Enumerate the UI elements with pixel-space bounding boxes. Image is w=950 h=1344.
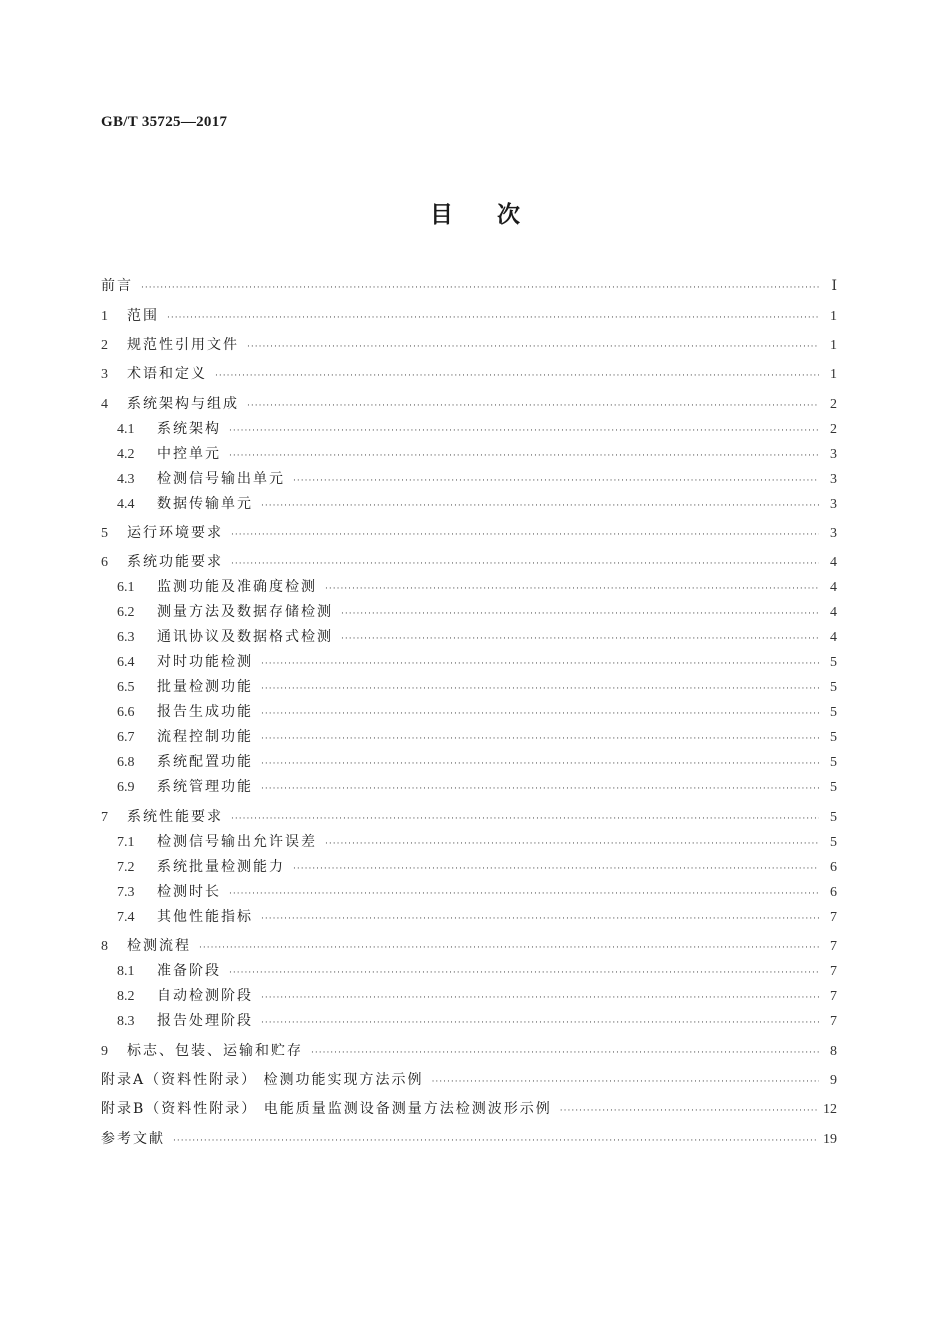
toc-entry-title: 系统功能要求 [127, 554, 223, 570]
toc-entry-title: 检测信号输出单元 [157, 471, 285, 487]
toc-entry-title: 运行环境要求 [127, 525, 223, 541]
toc-entry[interactable] [101, 882, 837, 902]
toc-entry-number: 8.3 [117, 1014, 135, 1029]
toc-entry[interactable] [101, 552, 837, 572]
toc-leader-dots [341, 629, 819, 649]
toc-entry[interactable] [101, 577, 837, 597]
toc-entry[interactable] [101, 335, 837, 355]
toc-entry[interactable] [101, 857, 837, 877]
toc-leader-dots [199, 938, 819, 958]
toc-entry-number: 4.2 [117, 447, 135, 462]
toc-entry[interactable] [101, 652, 837, 672]
toc-leader-dots [229, 963, 819, 983]
toc-entry-page: 5 [830, 705, 837, 720]
toc-entry-number: 6.1 [117, 580, 135, 595]
toc-entry-page: 4 [830, 580, 837, 595]
toc-entry[interactable] [101, 1041, 837, 1061]
toc-leader-dots [261, 654, 819, 674]
toc-leader-dots [215, 366, 819, 386]
toc-entry-page: 4 [830, 555, 837, 570]
toc-entry[interactable] [101, 907, 837, 927]
toc-entry-page: 12 [823, 1102, 837, 1117]
toc-entry-page: Ⅰ [831, 279, 837, 294]
toc-leader-dots [173, 1131, 817, 1151]
toc-leader-dots [311, 1043, 819, 1063]
toc-entry-number: 6.2 [117, 605, 135, 620]
toc-leader-dots [261, 1013, 819, 1033]
toc-entry-title: 附录B（资料性附录） 电能质量监测设备测量方法检测波形示例 [101, 1101, 552, 1117]
toc-entry-title: 中控单元 [157, 446, 221, 462]
toc-entry[interactable] [101, 807, 837, 827]
toc-leader-dots [341, 604, 819, 624]
toc-leader-dots [231, 525, 819, 545]
toc-leader-dots [293, 859, 819, 879]
toc-entry-number: 4.4 [117, 497, 135, 512]
toc-entry-page: 5 [830, 755, 837, 770]
toc-entry-title: 通讯协议及数据格式检测 [157, 629, 333, 645]
toc-entry[interactable] [101, 276, 837, 296]
toc-entry-page: 6 [830, 860, 837, 875]
toc-entry[interactable] [101, 727, 837, 747]
toc-leader-dots [141, 278, 819, 298]
toc-entry-number: 6.9 [117, 780, 135, 795]
table-of-contents [101, 0, 837, 1344]
toc-entry-number: 6.4 [117, 655, 135, 670]
toc-leader-dots [231, 554, 819, 574]
toc-entry-number: 7.2 [117, 860, 135, 875]
toc-entry-title: 附录A（资料性附录） 检测功能实现方法示例 [101, 1072, 424, 1088]
toc-entry-number: 6.3 [117, 630, 135, 645]
toc-entry-number: 8 [101, 939, 108, 954]
toc-entry[interactable] [101, 419, 837, 439]
page-title-part1: 目 [430, 202, 453, 228]
toc-leader-dots [261, 988, 819, 1008]
toc-entry-page: 7 [830, 910, 837, 925]
toc-entry-title: 系统配置功能 [157, 754, 253, 770]
toc-entry-number: 6.6 [117, 705, 135, 720]
toc-entry-page: 4 [830, 630, 837, 645]
toc-entry-title: 检测时长 [157, 884, 221, 900]
toc-entry[interactable] [101, 1099, 837, 1119]
toc-entry-title: 准备阶段 [157, 963, 221, 979]
toc-entry-number: 4.3 [117, 472, 135, 487]
toc-entry-page: 7 [830, 964, 837, 979]
toc-leader-dots [261, 909, 819, 929]
toc-entry[interactable] [101, 702, 837, 722]
toc-entry-page: 7 [830, 1014, 837, 1029]
toc-leader-dots [261, 496, 819, 516]
toc-entry-title: 测量方法及数据存储检测 [157, 604, 333, 620]
toc-entry[interactable] [101, 777, 837, 797]
toc-leader-dots [261, 779, 819, 799]
toc-entry-page: 1 [830, 309, 837, 324]
toc-entry-title: 前言 [101, 278, 133, 294]
toc-entry-title: 对时功能检测 [157, 654, 253, 670]
toc-entry-title: 参考文献 [101, 1131, 165, 1147]
toc-entry-page: 3 [830, 472, 837, 487]
toc-entry-title: 自动检测阶段 [157, 988, 253, 1004]
toc-entry[interactable] [101, 961, 837, 981]
toc-entry[interactable] [101, 306, 837, 326]
toc-entry-title: 检测信号输出允许误差 [157, 834, 317, 850]
toc-entry[interactable] [101, 469, 837, 489]
toc-entry[interactable] [101, 1011, 837, 1031]
toc-entry-page: 4 [830, 605, 837, 620]
toc-entry-page: 1 [830, 367, 837, 382]
toc-entry[interactable] [101, 364, 837, 384]
toc-entry-title: 流程控制功能 [157, 729, 253, 745]
toc-entry[interactable] [101, 986, 837, 1006]
toc-entry-number: 4.1 [117, 422, 135, 437]
toc-entry-number: 2 [101, 338, 108, 353]
toc-leader-dots [247, 337, 819, 357]
toc-leader-dots [325, 834, 819, 854]
toc-entry-number: 9 [101, 1044, 108, 1059]
toc-entry-page: 1 [830, 338, 837, 353]
toc-entry-page: 3 [830, 526, 837, 541]
toc-leader-dots [167, 308, 819, 328]
toc-entry-page: 5 [830, 730, 837, 745]
toc-entry-title: 规范性引用文件 [127, 337, 239, 353]
toc-entry-title: 系统架构与组成 [127, 396, 239, 412]
toc-entry-number: 6 [101, 555, 108, 570]
standard-code: GB/T 35725—2017 [101, 114, 228, 130]
toc-leader-dots [229, 421, 819, 441]
toc-entry-title: 批量检测功能 [157, 679, 253, 695]
toc-entry-title: 系统架构 [157, 421, 221, 437]
toc-leader-dots [261, 704, 819, 724]
toc-entry-number: 3 [101, 367, 108, 382]
toc-entry[interactable] [101, 394, 837, 414]
toc-entry-number: 7.4 [117, 910, 135, 925]
toc-entry-title: 标志、包装、运输和贮存 [127, 1043, 303, 1059]
toc-entry[interactable] [101, 602, 837, 622]
toc-entry-title: 系统批量检测能力 [157, 859, 285, 875]
toc-entry-title: 术语和定义 [127, 366, 207, 382]
toc-entry-page: 19 [823, 1132, 837, 1147]
toc-entry-number: 4 [101, 397, 108, 412]
toc-entry-number: 6.7 [117, 730, 135, 745]
toc-entry-title: 范围 [127, 308, 159, 324]
toc-entry[interactable] [101, 523, 837, 543]
toc-entry-title: 数据传输单元 [157, 496, 253, 512]
toc-entry-title: 系统性能要求 [127, 809, 223, 825]
toc-entry-page: 5 [830, 835, 837, 850]
toc-entry-page: 5 [830, 655, 837, 670]
toc-entry-page: 9 [830, 1073, 837, 1088]
toc-leader-dots [261, 754, 819, 774]
toc-entry[interactable] [101, 627, 837, 647]
toc-entry[interactable] [101, 1070, 837, 1090]
toc-entry-title: 检测流程 [127, 938, 191, 954]
toc-entry-number: 6.5 [117, 680, 135, 695]
toc-entry-number: 7.1 [117, 835, 135, 850]
toc-leader-dots [229, 884, 819, 904]
toc-entry-page: 5 [830, 780, 837, 795]
toc-entry[interactable] [101, 444, 837, 464]
toc-leader-dots [293, 471, 819, 491]
toc-entry-number: 7.3 [117, 885, 135, 900]
toc-leader-dots [229, 446, 819, 466]
toc-entry-page: 8 [830, 1044, 837, 1059]
toc-entry-title: 报告生成功能 [157, 704, 253, 720]
toc-leader-dots [261, 729, 819, 749]
toc-entry[interactable] [101, 494, 837, 514]
toc-entry[interactable] [101, 1129, 837, 1149]
toc-entry-title: 监测功能及准确度检测 [157, 579, 317, 595]
toc-entry-page: 7 [830, 939, 837, 954]
toc-leader-dots [231, 809, 819, 829]
toc-entry-title: 报告处理阶段 [157, 1013, 253, 1029]
toc-leader-dots [247, 396, 819, 416]
toc-entry-title: 其他性能指标 [157, 909, 253, 925]
toc-entry-page: 5 [830, 680, 837, 695]
toc-entry-page: 3 [830, 447, 837, 462]
page-title-part2: 次 [497, 202, 520, 228]
toc-entry-number: 5 [101, 526, 108, 541]
toc-entry-number: 8.2 [117, 989, 135, 1004]
toc-entry-number: 7 [101, 810, 108, 825]
toc-leader-dots [261, 679, 819, 699]
toc-entry[interactable] [101, 752, 837, 772]
toc-entry-page: 5 [830, 810, 837, 825]
toc-entry-page: 7 [830, 989, 837, 1004]
toc-leader-dots [325, 579, 819, 599]
toc-entry-page: 6 [830, 885, 837, 900]
toc-entry[interactable] [101, 936, 837, 956]
toc-leader-dots [432, 1072, 819, 1092]
toc-entry[interactable] [101, 677, 837, 697]
toc-entry-title: 系统管理功能 [157, 779, 253, 795]
toc-entry-number: 8.1 [117, 964, 135, 979]
toc-entry[interactable] [101, 832, 837, 852]
toc-entry-page: 2 [830, 422, 837, 437]
toc-leader-dots [560, 1101, 817, 1121]
toc-entry-number: 1 [101, 309, 108, 324]
toc-entry-number: 6.8 [117, 755, 135, 770]
toc-entry-page: 2 [830, 397, 837, 412]
toc-entry-page: 3 [830, 497, 837, 512]
